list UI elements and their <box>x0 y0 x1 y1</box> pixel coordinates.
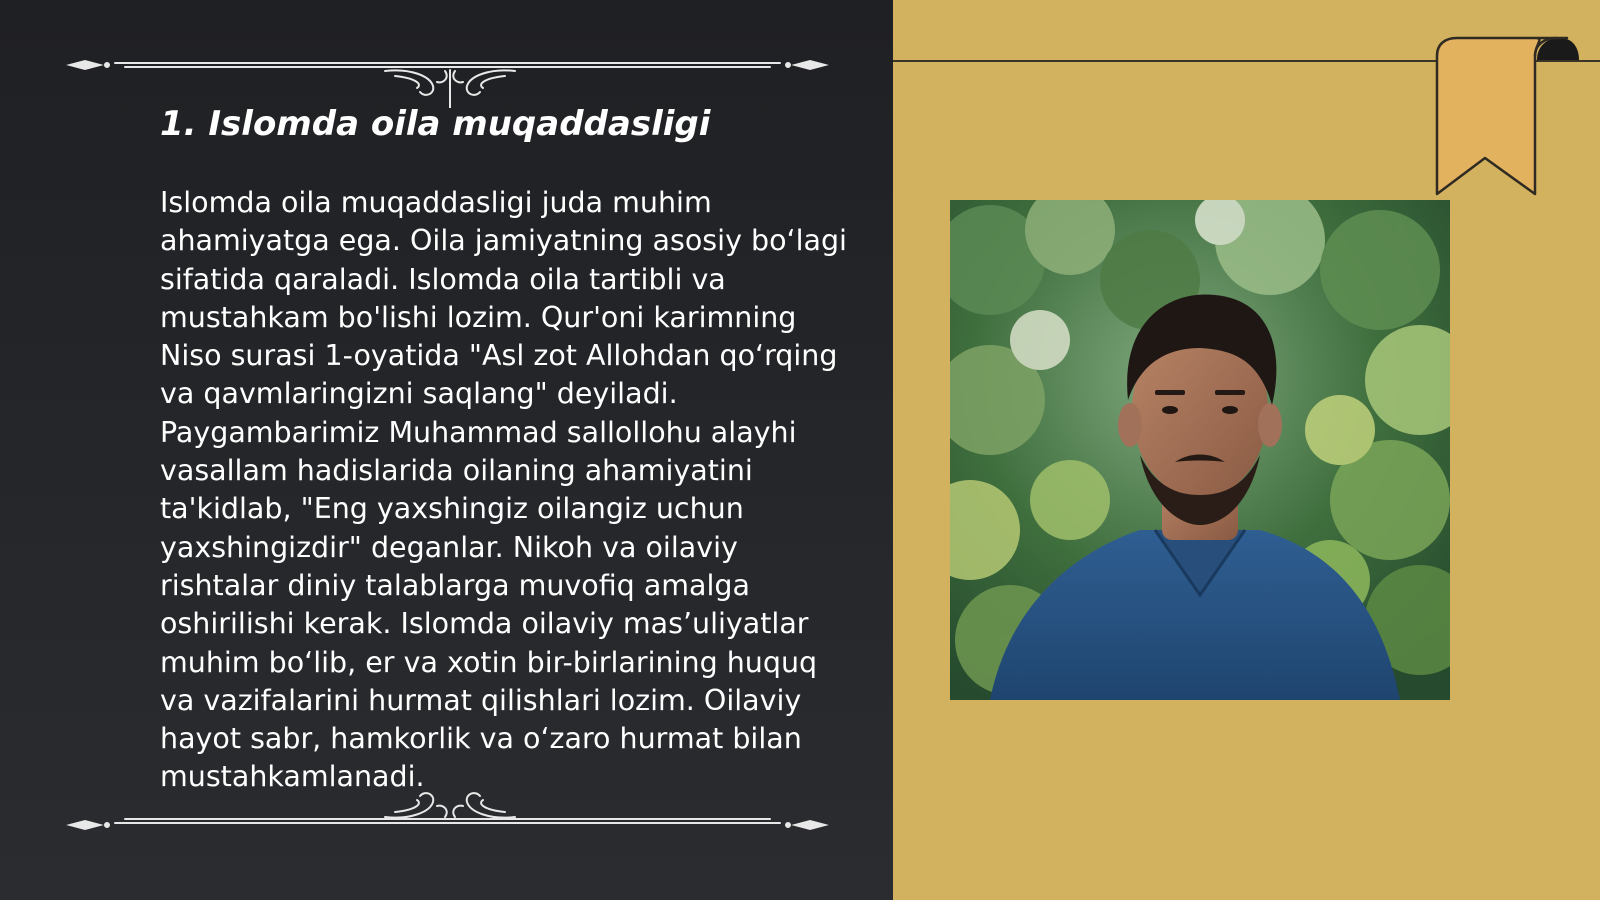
slide-body-text: Islomda oila muqaddasligi juda muhim ahamiyatga ega. Oila jamiyatning asosiy bo‘lagi sifatida qaraladi. Islomda oila tartibli va mustahkam bo'lishi lozim. Qur'oni karimning Niso surasi 1-oyatida "Asl zot Allohdan qo‘rqing va qavmlaringizni saqlang" deyiladi. Paygambarimiz Muhammad sallollohu alayhi vasallam hadislarida oilaning ahamiyatini ta'kidlab, "Eng yaxshingiz oilangiz uchun yaxshingizdir" deganlar. Nikoh va oilaviy rishtalar diniy talablarga muvofiq amalga oshirilishi kerak. Islomda oilaviy mas’uliyatlar muhim bo‘lib, er va xotin bir-birlarining huquq va vazifalarini hurmat qilishlari lozim. Oilaviy hayot sabr, hamkorlik va o‘zaro hurmat bilan mustahkamlanadi. <box>160 186 847 794</box>
slide-title: 1. Islomda oila muqaddasligi <box>160 104 711 144</box>
portrait-photo <box>950 200 1450 700</box>
top-flourish-divider-icon <box>65 48 830 108</box>
bottom-flourish-divider-icon <box>65 782 830 842</box>
bookmark-ribbon-icon <box>1435 36 1585 201</box>
